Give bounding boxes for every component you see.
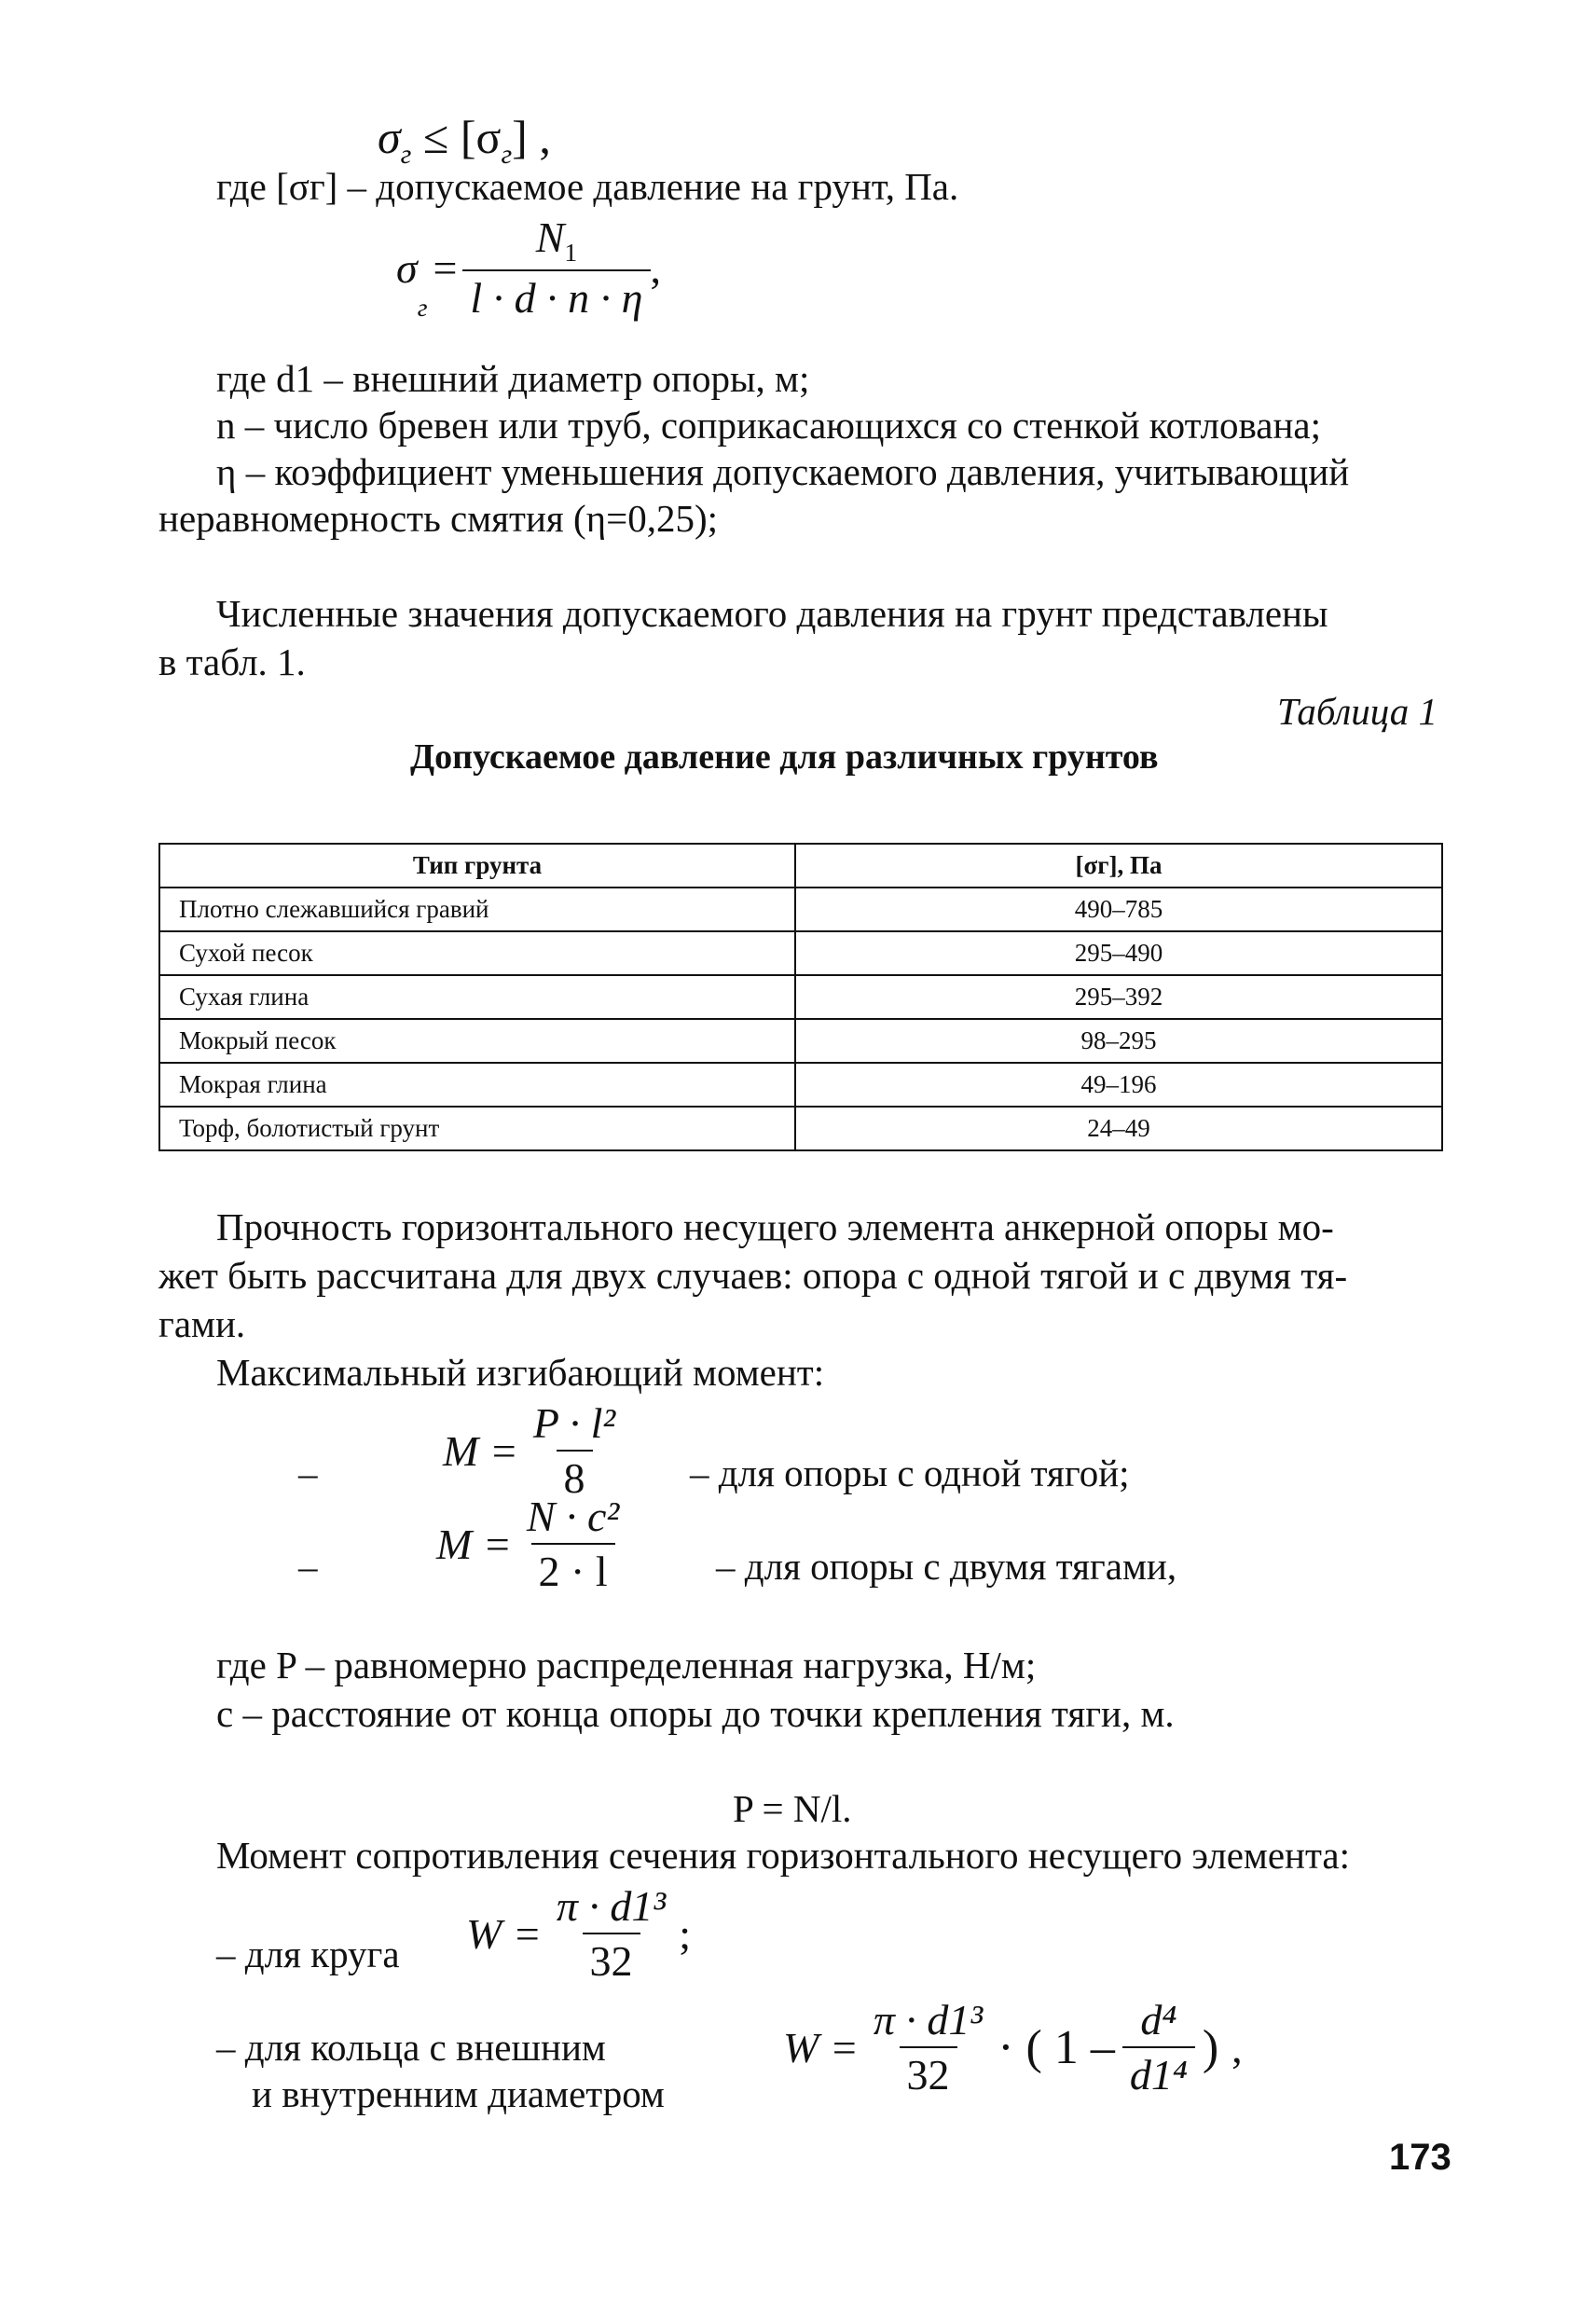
formula-bracket-close: ) xyxy=(1202,2020,1219,2074)
fraction-numerator: N · c² xyxy=(526,1493,620,1540)
cell-pressure: 490–785 xyxy=(795,888,1442,931)
table-header-row xyxy=(159,844,1442,888)
cell-pressure: 98–295 xyxy=(795,1019,1442,1063)
table-title: Допускаемое давление для различных грунтов xyxy=(410,737,1159,777)
formula-rhs: [σ xyxy=(460,111,502,163)
circle-label: – для круга xyxy=(216,1933,400,1975)
paragraph-line: в табл. 1. xyxy=(158,640,306,683)
fraction-denominator: 32 xyxy=(583,1933,640,1986)
table-label: Таблица 1 xyxy=(1277,690,1438,733)
inner-numerator: d⁴ xyxy=(1140,1996,1177,2044)
formula-inner-fraction xyxy=(1122,1995,1195,2099)
allowed-pressure-line: где [σг] – допускаемое давление на грунт, Па. xyxy=(216,165,959,208)
table-row xyxy=(159,975,1442,1019)
formula-load: P = N/l. xyxy=(733,1787,852,1830)
paragraph-line: гами. xyxy=(158,1302,246,1345)
formula-lhs: W = xyxy=(466,1909,542,1958)
column-header-pressure: [σг], Па xyxy=(795,844,1442,888)
formula-relation: ≤ xyxy=(411,111,461,163)
ring-label: – для кольца с внешним xyxy=(216,2026,606,2069)
fraction-numerator: π · d1³ xyxy=(873,1996,984,2044)
formula-pressure xyxy=(396,213,661,323)
formula-fraction xyxy=(866,1995,990,2099)
table-row xyxy=(159,931,1442,975)
formula-sub: г xyxy=(417,293,428,323)
numerator-symbol: N xyxy=(535,213,565,261)
list-dash: – xyxy=(298,1452,318,1494)
numerator-sub: 1 xyxy=(564,238,578,268)
paragraph-line: жет быть рассчитана для двух случаев: опора с одной тягой и с двумя тя- xyxy=(158,1254,1348,1297)
formula-bracket-open: · ( 1 – xyxy=(998,2020,1115,2074)
table-row xyxy=(159,1107,1442,1150)
cell-pressure: 49–196 xyxy=(795,1063,1442,1107)
cell-pressure: 24–49 xyxy=(795,1107,1442,1150)
fraction-denominator: 32 xyxy=(900,2046,957,2099)
formula-ring xyxy=(783,1995,1243,2099)
formula-moment-two xyxy=(436,1492,626,1596)
formula-lhs: M = xyxy=(443,1426,518,1475)
page-number: 173 xyxy=(1389,2137,1452,2178)
definition-eta-cont: неравномерность смятия (η=0,25); xyxy=(158,497,719,540)
cell-soil: Мокрый песок xyxy=(159,1019,795,1063)
column-header-soil: Тип грунта xyxy=(159,844,795,888)
cell-soil: Плотно слежавшийся гравий xyxy=(159,888,795,931)
formula-sigma: σ xyxy=(396,243,418,292)
definition-d1: где d1 – внешний диаметр опоры, м; xyxy=(216,357,810,400)
cell-pressure: 295–392 xyxy=(795,975,1442,1019)
cell-soil: Сухая глина xyxy=(159,975,795,1019)
moment-two-note: – для опоры с двумя тягами, xyxy=(716,1545,1177,1588)
paragraph-line: Прочность горизонтального несущего элемента анкерной опоры мо- xyxy=(216,1205,1334,1248)
definition-c: c – расстояние от конца опоры до точки крепления тяги, м. xyxy=(216,1692,1175,1735)
formula-sigma: σ xyxy=(378,111,401,163)
formula-tail: , xyxy=(1231,2023,1243,2071)
definition-eta: η – коэффициент уменьшения допускаемого давления, учитывающий xyxy=(216,450,1350,493)
cell-pressure: 295–490 xyxy=(795,931,1442,975)
moment-one-note: – для опоры с одной тягой; xyxy=(690,1452,1130,1494)
table-row xyxy=(159,1063,1442,1107)
list-dash: – xyxy=(298,1545,318,1588)
fraction-denominator: l · d · n · η xyxy=(462,269,650,323)
formula-circle xyxy=(466,1881,691,1986)
table-row xyxy=(159,1019,1442,1063)
formula-sub: г xyxy=(400,139,412,170)
formula-fraction xyxy=(526,1398,623,1503)
fraction-denominator: 8 xyxy=(557,1450,593,1503)
fraction-numerator xyxy=(529,213,585,269)
fraction-numerator: π · d1³ xyxy=(556,1882,667,1930)
formula-rhs-close: ] xyxy=(512,111,528,163)
paragraph-line: Численные значения допускаемого давления на грунт представлены xyxy=(216,592,1328,635)
formula-lhs: W = xyxy=(783,2023,859,2071)
formula-tail: , xyxy=(527,111,551,163)
cell-soil: Сухой песок xyxy=(159,931,795,975)
formula-fraction xyxy=(462,213,650,323)
fraction-denominator: 2 · l xyxy=(531,1543,615,1596)
formula-fraction xyxy=(519,1492,626,1596)
formula-moment-one xyxy=(443,1398,623,1503)
definition-p: где P – равномерно распределенная нагрузка, Н/м; xyxy=(216,1644,1037,1686)
formula-lhs: M = xyxy=(436,1520,512,1568)
definition-n: n – число бревен или труб, соприкасающихся со стенкой котлована; xyxy=(216,404,1321,447)
formula-equals: = xyxy=(433,243,458,292)
max-moment-label: Максимальный изгибающий момент: xyxy=(216,1351,825,1394)
inner-denominator: d1⁴ xyxy=(1122,2046,1195,2099)
ring-label-cont: и внутренним диаметром xyxy=(252,2072,665,2115)
fraction-numerator: P · l² xyxy=(532,1399,616,1447)
formula-tail: ; xyxy=(679,1909,691,1958)
table-row xyxy=(159,888,1442,931)
cell-soil: Мокрая глина xyxy=(159,1063,795,1107)
formula-fraction xyxy=(549,1881,673,1986)
cell-soil: Торф, болотистый грунт xyxy=(159,1107,795,1150)
formula-tail: , xyxy=(650,243,662,292)
soil-pressure-table xyxy=(158,843,1443,1151)
resistance-label: Момент сопротивления сечения горизонтального несущего элемента: xyxy=(216,1834,1351,1877)
formula-rhs-sub: г xyxy=(501,139,513,170)
